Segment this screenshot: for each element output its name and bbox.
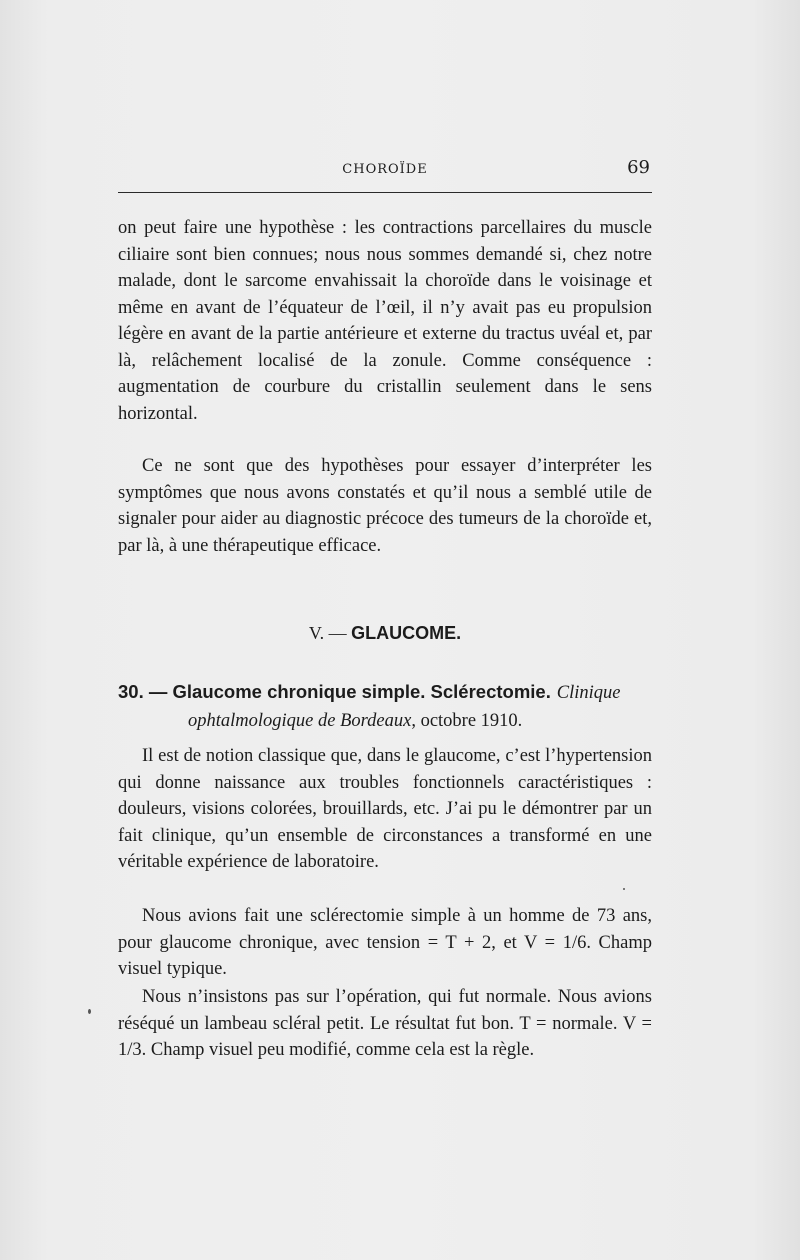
paper-speck [88,1009,91,1014]
header-rule [118,192,652,193]
entry-title: Glaucome chronique simple. Sclérectomie. [172,681,551,702]
running-title: CHOROÏDE [342,162,428,177]
paragraph-conclusion: Ce ne sont que des hypothèses pour essayer d’interpréter les symptômes que nous avons constatés et qu’il nous a semblé utile de signaler pour aider au diagnostic précoce des tumeurs de la choroïde et, par là, à une thérapeutique efficace. [118,456,652,556]
paragraph-case-description: Nous avions fait une sclérectomie simple à un homme de 73 ans, pour glaucome chronique, avec tension = T + 2, et V = 1/6. Champ visuel typique. [118,906,652,979]
paragraph-hypothesis: on peut faire une hypothèse : les contractions parcellaires du muscle ciliaire sont bien connues; nous nous sommes demandé si, chez notre malade, dont le sarcome envahissait la choroïde dans le voisinage et même en avant de l’équateur de l’œil, il n’y avait pas eu propulsion légère en avant de la partie antérieure et externe du tractus uvéal et, par là, relâchement localisé de la zonule. Comme conséquence : augmentation de courbure du cristallin seulement dans le sens horizontal. [118,218,652,424]
page-number: 69 [627,157,650,178]
paragraph-glaucoma-notion: Il est de notion classique que, dans le glaucome, c’est l’hypertension qui donne naissance aux troubles fonctionnels caractéristiques : douleurs, visions colorées, brouillards, etc. J’ai pu le démontrer par un fait clinique, qu’un ensemble de circonstances a transformé en une véritable expérience de laboratoire. [118,746,652,872]
page-header [118,155,652,183]
paper-speck [623,888,625,890]
section-number: V. — [308,623,352,643]
entry-source: Clinique ophtalmologique de Bordeaux [188,683,621,731]
section-heading [118,623,652,644]
section-title: GLAUCOME. [351,623,462,643]
case-entry-heading [118,678,652,735]
entry-date: , octobre 1910. [411,711,523,731]
entry-number: 30. — [118,681,173,702]
paragraph-operation-result: Nous n’insistons pas sur l’opération, qui fut normale. Nous avions réséqué un lambeau scléral petit. Le résultat fut bon. T = normale. V = 1/3. Champ visuel peu modifié, comme cela est la règle. [118,987,652,1060]
